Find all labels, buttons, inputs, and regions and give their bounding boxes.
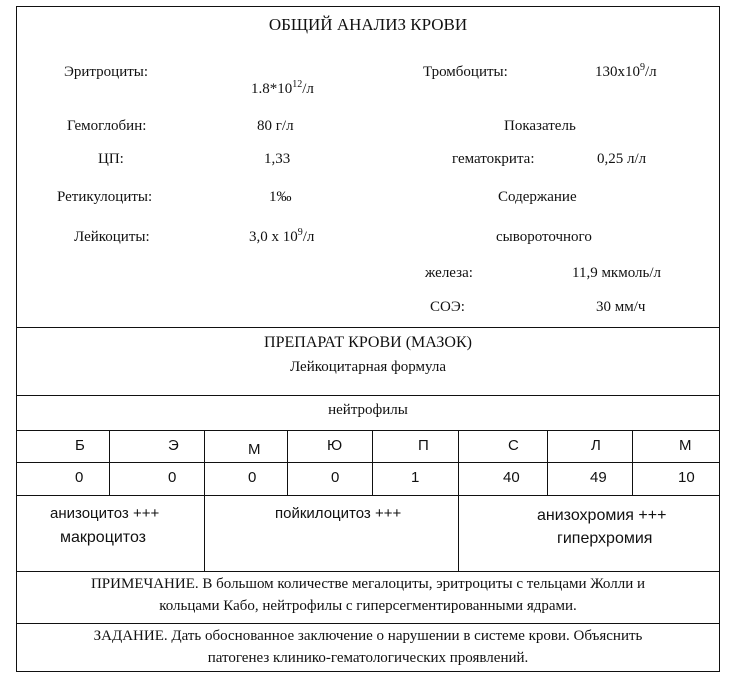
value-myelocytes: 0 bbox=[248, 469, 257, 486]
anisochromia: анизохромия +++ bbox=[537, 507, 667, 524]
iron-value: 11,9 мкмоль/л bbox=[572, 265, 661, 281]
reticulocytes-label: Ретикулоциты: bbox=[57, 189, 153, 205]
divider-after-smear-title bbox=[16, 395, 720, 396]
erythrocytes-value: $1.8*10^{12}/л$ bbox=[251, 79, 314, 97]
smear-title: ПРЕПАРАТ КРОВИ (МАЗОК) bbox=[264, 334, 472, 351]
macrocytosis: макроцитоз bbox=[60, 529, 146, 546]
value-eosinophils: 0 bbox=[168, 469, 177, 486]
divider-after-note bbox=[16, 623, 720, 624]
col-divider bbox=[204, 430, 205, 495]
leukocytes-label: Лейкоциты: bbox=[74, 229, 150, 245]
header-segmented: С bbox=[508, 437, 519, 454]
value-juvenile: 0 bbox=[331, 469, 340, 486]
value-monocytes: 10 bbox=[678, 469, 695, 486]
divider-after-neutrophils bbox=[16, 430, 720, 431]
esr-value: 30 мм/ч bbox=[596, 299, 646, 315]
header-juvenile: Ю bbox=[327, 437, 343, 454]
task-line-1: ЗАДАНИЕ. Дать обоснованное заключение о нарушении в системе крови. Объяснить bbox=[93, 628, 643, 644]
leukocytes-value: 3,0 х $10^9/л$ bbox=[249, 227, 315, 245]
header-eosinophils: Э bbox=[168, 437, 179, 454]
divider-after-headers bbox=[16, 462, 720, 463]
col-divider bbox=[109, 430, 110, 495]
value-segmented: 40 bbox=[503, 469, 520, 486]
value-band: 1 bbox=[411, 469, 420, 486]
header-monocytes: М bbox=[679, 437, 692, 454]
neutrophils-label: нейтрофилы bbox=[328, 402, 408, 418]
value-lymphocytes: 49 bbox=[590, 469, 607, 486]
col-divider bbox=[458, 430, 459, 495]
iron-label-end: железа: bbox=[425, 265, 473, 281]
cp-label: ЦП: bbox=[98, 151, 124, 167]
divider-after-morphology bbox=[16, 571, 720, 572]
cp-value: 1,33 bbox=[264, 151, 291, 167]
reticulocytes-value: 1‰ bbox=[269, 189, 292, 205]
value-basophils: 0 bbox=[75, 469, 84, 486]
poikilocytosis: пойкилоцитоз +++ bbox=[275, 505, 402, 522]
header-basophils: Б bbox=[75, 437, 85, 454]
col-divider bbox=[204, 495, 205, 571]
header-band: П bbox=[418, 437, 429, 454]
anisocytosis: анизоцитоз +++ bbox=[50, 505, 160, 522]
hemoglobin-label: Гемоглобин: bbox=[67, 118, 147, 134]
col-divider bbox=[458, 495, 459, 571]
hematocrit-label-cont: гематокрита: bbox=[452, 151, 535, 167]
erythrocytes-label: Эритроциты: bbox=[64, 64, 149, 80]
hemoglobin-value: 80 г/л bbox=[257, 118, 294, 134]
col-divider bbox=[287, 430, 288, 495]
header-lymphocytes: Л bbox=[591, 437, 601, 454]
iron-label: Содержание bbox=[498, 189, 577, 205]
smear-subtitle: Лейкоцитарная формула bbox=[289, 359, 447, 375]
col-divider bbox=[372, 430, 373, 495]
page-title: ОБЩИЙ АНАЛИЗ КРОВИ bbox=[268, 15, 468, 34]
divider-after-values bbox=[16, 495, 720, 496]
note-line-2: кольцами Кабо, нейтрофилы с гиперсегментированными ядрами. bbox=[159, 598, 577, 614]
hematocrit-label: Показатель bbox=[504, 118, 576, 134]
col-divider bbox=[547, 430, 548, 495]
task-line-2: патогенез клинико-гематологических проявлений. bbox=[207, 650, 529, 666]
note-line-1: ПРИМЕЧАНИЕ. В большом количестве мегалоциты, эритроциты с тельцами Жолли и bbox=[90, 576, 646, 592]
col-divider bbox=[632, 430, 633, 495]
hematocrit-value: 0,25 л/л bbox=[597, 151, 647, 167]
platelets-label: Тромбоциты: bbox=[423, 64, 508, 80]
platelets-value: $130х10^9/л$ bbox=[595, 62, 657, 80]
iron-label-cont: сывороточного bbox=[496, 229, 592, 245]
header-myelocytes: М bbox=[248, 441, 261, 458]
divider-after-blood bbox=[16, 327, 720, 328]
esr-label: СОЭ: bbox=[430, 299, 465, 315]
hyperchromia: гиперхромия bbox=[557, 530, 653, 547]
